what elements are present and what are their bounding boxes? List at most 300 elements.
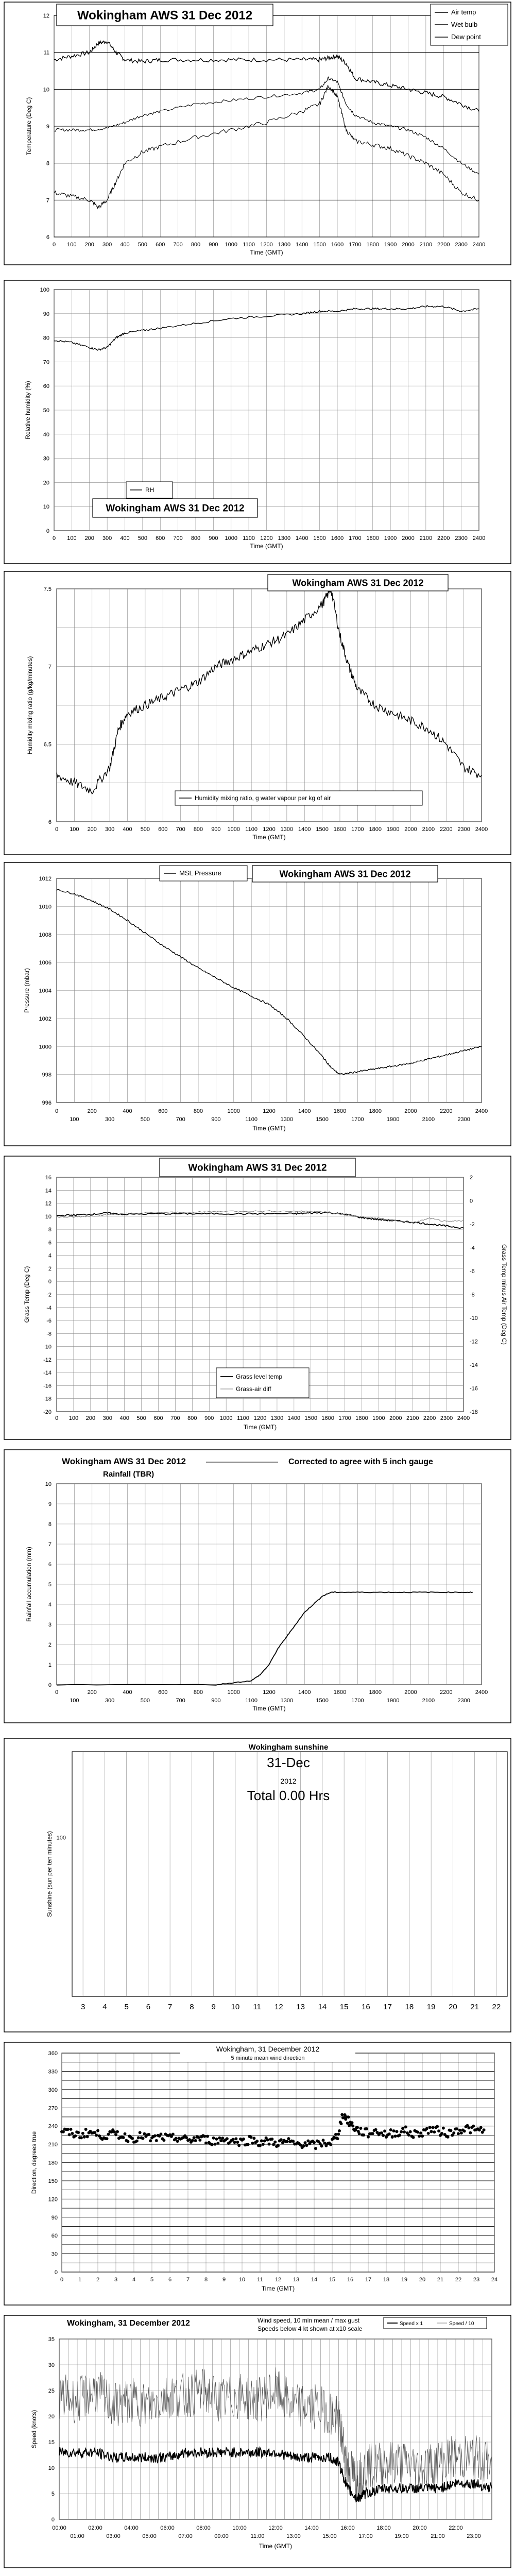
direction-point (418, 2134, 421, 2138)
grass-temp-chart (0, 1154, 515, 1443)
direction-point (259, 2144, 262, 2147)
x-tick-label: 10 (238, 2277, 246, 2283)
x-tick-label: 12 (274, 2003, 283, 2011)
direction-point (458, 2129, 461, 2132)
x-tick-label: 16 (347, 2277, 354, 2283)
x-tick-label: 13 (293, 2277, 300, 2283)
y-tick-label: 35 (48, 2336, 55, 2343)
direction-point (147, 2133, 150, 2136)
x-tick-label: 03:00 (106, 2533, 121, 2539)
x-axis-label: Time (GMT) (250, 249, 283, 256)
y-tick-label: 0 (48, 1279, 52, 1285)
x-tick-label: 11:00 (250, 2533, 265, 2539)
direction-point (84, 2128, 88, 2131)
x-tick-label: 1900 (386, 1698, 400, 1704)
y-tick-label: -6 (46, 1318, 52, 1325)
y-tick-label: 10 (43, 87, 49, 93)
chart-title: Wokingham AWS 31 Dec 2012 (106, 503, 245, 514)
chart-title: Wokingham AWS 31 Dec 2012 (292, 578, 424, 588)
direction-point (203, 2135, 206, 2138)
y-tick-label: 330 (48, 2069, 58, 2075)
y2-tick-label: -10 (470, 1315, 478, 1321)
direction-point (280, 2138, 283, 2141)
x-tick-label: 1600 (333, 826, 347, 833)
x-tick-label: 21:00 (431, 2533, 445, 2539)
x-tick-label: 1200 (260, 242, 273, 248)
direction-point (262, 2143, 265, 2146)
x-tick-label: 2100 (406, 1415, 419, 1421)
y-tick-label: 100 (40, 287, 49, 293)
wind-direction-chart-panel (0, 2040, 515, 2308)
direction-point (358, 2132, 361, 2136)
y-tick-label: -14 (43, 1370, 52, 1377)
y-tick-label: -12 (43, 1357, 52, 1363)
y-tick-label: 10 (45, 1213, 52, 1220)
direction-point (143, 2132, 146, 2136)
x-axis-label: Time (GMT) (252, 1705, 286, 1712)
direction-point (340, 2113, 344, 2116)
y-tick-label: 80 (43, 335, 49, 342)
y-tick-label: 6 (48, 819, 52, 825)
direction-point (137, 2136, 140, 2139)
direction-point (255, 2140, 259, 2143)
direction-point (291, 2140, 295, 2143)
direction-point (234, 2137, 237, 2140)
y-tick-label: 60 (51, 2233, 58, 2240)
direction-point (419, 2131, 422, 2134)
x-tick-label: 700 (173, 242, 183, 248)
mixing-ratio-chart-panel (0, 569, 515, 858)
direction-point (394, 2134, 397, 2138)
direction-point (383, 2129, 386, 2132)
direction-point (135, 2140, 139, 2143)
x-tick-label: 400 (120, 535, 130, 541)
x-tick-label: 0 (55, 826, 59, 833)
x-tick-label: 06:00 (160, 2525, 175, 2531)
direction-point (232, 2138, 235, 2141)
x-tick-label: 20 (449, 2003, 457, 2011)
x-tick-label: 23 (473, 2277, 480, 2283)
x-tick-label: 05:00 (142, 2533, 157, 2539)
direction-point (437, 2129, 440, 2132)
x-tick-label: 0 (55, 1108, 59, 1114)
y-tick-label: 4 (48, 1602, 52, 1608)
direction-point (171, 2133, 175, 2136)
y-tick-label: 1006 (39, 960, 52, 967)
x-tick-label: 100 (67, 242, 77, 248)
x-tick-label: 2100 (422, 1698, 435, 1704)
direction-point (206, 2135, 209, 2138)
direction-point (62, 2130, 65, 2133)
x-tick-label: 2200 (437, 242, 450, 248)
direction-point (242, 2138, 245, 2141)
y2-tick-label: -8 (470, 1292, 475, 1298)
direction-point (447, 2136, 450, 2139)
x-tick-label: 400 (123, 1108, 132, 1114)
y-axis-label: Relative humidity (%) (24, 381, 31, 439)
x-tick-label: 0 (55, 1689, 59, 1696)
x-tick-label: 600 (153, 1415, 163, 1421)
x-tick-label: 8 (190, 2003, 194, 2011)
legend-label: RH (145, 486, 154, 494)
direction-point (268, 2143, 271, 2146)
y-tick-label: 90 (51, 2214, 58, 2221)
x-axis-label: Time (GMT) (250, 543, 283, 550)
x-tick-label: 6 (168, 2277, 172, 2283)
x-tick-label: 1100 (237, 1415, 249, 1421)
y-axis-label: Temperature (Deg C) (25, 97, 32, 156)
y-tick-label: 3 (48, 1622, 52, 1628)
x-tick-label: 400 (123, 1689, 132, 1696)
sunshine-chart (0, 1736, 515, 2035)
x-tick-label: 100 (70, 826, 79, 833)
x-tick-label: 1900 (384, 242, 397, 248)
direction-point (80, 2136, 83, 2139)
wind-speed-chart-panel (0, 2313, 515, 2571)
direction-point (193, 2136, 196, 2139)
x-tick-label: 500 (140, 826, 150, 833)
x-tick-label: 1200 (263, 826, 276, 833)
direction-point (400, 2130, 403, 2133)
pressure-chart (0, 860, 515, 1149)
chart-subtitle: Wind speed, 10 min mean / max gust (258, 2317, 360, 2324)
y-tick-label: 1012 (39, 876, 52, 882)
x-tick-label: 2000 (402, 242, 415, 248)
x-tick-label: 1900 (386, 826, 400, 833)
direction-point (86, 2135, 89, 2138)
direction-point (211, 2143, 214, 2146)
x-tick-label: 700 (176, 1698, 185, 1704)
direction-point (218, 2137, 221, 2140)
y-tick-label: 1002 (39, 1015, 52, 1022)
y-tick-label: 16 (45, 1175, 52, 1181)
x-tick-label: 15 (329, 2277, 336, 2283)
direction-point (401, 2127, 404, 2130)
direction-point (162, 2139, 165, 2142)
x-tick-label: 800 (191, 535, 201, 541)
direction-point (320, 2145, 323, 2148)
y2-tick-label: 0 (470, 1198, 473, 1205)
x-tick-label: 19 (426, 2003, 436, 2011)
x-tick-label: 1500 (313, 535, 326, 541)
y-tick-label: -4 (46, 1304, 52, 1311)
x-tick-label: 500 (138, 535, 148, 541)
direction-point (391, 2136, 394, 2139)
direction-point (428, 2126, 432, 2129)
x-axis-label: Time (GMT) (252, 834, 286, 841)
chart-title: Wokingham AWS 31 Dec 2012 (77, 8, 253, 23)
x-tick-label: 20 (419, 2277, 426, 2283)
x-tick-label: 1000 (225, 535, 237, 541)
x-tick-label: 23:00 (467, 2533, 481, 2539)
x-tick-label: 2400 (472, 535, 486, 541)
y-tick-label: 12 (45, 1200, 52, 1207)
y-tick-label: 0 (54, 2269, 58, 2276)
y-tick-label: 7 (48, 1541, 52, 1548)
x-tick-label: 01:00 (70, 2533, 84, 2539)
x-tick-label: 100 (68, 1415, 79, 1421)
direction-point (149, 2139, 152, 2142)
x-tick-label: 2100 (419, 535, 433, 541)
x-tick-label: 400 (123, 826, 132, 833)
x-tick-label: 200 (87, 1108, 97, 1114)
chart-date: 31-Dec (267, 1755, 310, 1770)
mixing-ratio-chart (0, 569, 515, 858)
direction-point (116, 2130, 119, 2133)
x-tick-label: 17:00 (358, 2533, 373, 2539)
y-tick-label: 25 (48, 2388, 55, 2394)
y-tick-label: 2 (48, 1265, 52, 1272)
x-tick-label: 300 (102, 242, 112, 248)
x-tick-label: 2100 (422, 1116, 435, 1123)
direction-point (106, 2137, 109, 2140)
y-tick-label: 270 (48, 2105, 58, 2112)
direction-point (449, 2129, 452, 2132)
y-tick-label: 1 (48, 1662, 52, 1668)
direction-point (251, 2142, 254, 2145)
x-tick-label: 1000 (227, 1108, 240, 1114)
direction-point (204, 2142, 208, 2145)
direction-point (436, 2125, 439, 2128)
direction-point (198, 2139, 201, 2142)
direction-point (365, 2127, 368, 2130)
direction-point (412, 2136, 415, 2139)
y-axis-label: Grass Temp (Deg C) (23, 1266, 30, 1323)
x-tick-label: 1700 (351, 1116, 364, 1123)
x-tick-label: 1200 (260, 535, 273, 541)
x-tick-label: 9 (211, 2003, 216, 2011)
x-tick-label: 07:00 (178, 2533, 193, 2539)
x-tick-label: 1600 (333, 1689, 347, 1696)
direction-point (305, 2144, 308, 2147)
x-tick-label: 0 (52, 242, 56, 248)
rainfall-chart (0, 1448, 515, 1726)
y-tick-label: 1004 (39, 988, 52, 994)
direction-point (351, 2121, 354, 2124)
x-tick-label: 1900 (384, 535, 397, 541)
x-tick-label: 600 (158, 826, 168, 833)
x-tick-label: 14 (318, 2003, 327, 2011)
y-tick-label: 5 (48, 1582, 52, 1588)
y-axis-label: Humidity mixing ratio (g/kg/minutes) (26, 656, 33, 755)
x-tick-label: 2200 (437, 535, 450, 541)
direction-point (455, 2127, 458, 2130)
direction-point (96, 2129, 99, 2132)
y-tick-label: 2 (48, 1642, 52, 1648)
x-tick-label: 17 (365, 2277, 372, 2283)
x-tick-label: 2100 (419, 242, 433, 248)
direction-point (389, 2128, 392, 2131)
x-tick-label: 1100 (245, 1116, 258, 1123)
y-tick-label: -10 (43, 1344, 52, 1350)
direction-point (233, 2141, 236, 2144)
direction-point (313, 2141, 316, 2144)
direction-point (266, 2138, 269, 2141)
x-tick-label: 2300 (455, 535, 468, 541)
direction-point (323, 2142, 326, 2145)
temperature-chart (0, 0, 515, 268)
x-tick-label: 5 (150, 2277, 154, 2283)
wind-direction-chart (0, 2040, 515, 2308)
direction-point (286, 2140, 289, 2143)
x-tick-label: 2300 (457, 1698, 470, 1704)
direction-point (122, 2136, 125, 2139)
chart-subtitle: 5 minute mean wind direction (231, 2055, 305, 2061)
x-tick-label: 2200 (440, 826, 453, 833)
y-tick-label: 10 (45, 1481, 52, 1487)
direction-point (176, 2140, 179, 2143)
direction-point (346, 2122, 349, 2125)
x-tick-label: 900 (211, 826, 221, 833)
y-tick-label: 4 (48, 1252, 52, 1259)
x-tick-label: 04:00 (124, 2525, 139, 2531)
x-tick-label: 2200 (440, 1108, 453, 1114)
direction-point (336, 2137, 339, 2140)
x-tick-label: 18 (405, 2003, 414, 2011)
y-tick-label: -18 (43, 1396, 52, 1402)
x-tick-label: 2300 (440, 1415, 453, 1421)
temperature-chart-panel (0, 0, 515, 268)
x-tick-label: 21 (470, 2003, 479, 2011)
y-tick-label: 70 (43, 359, 49, 366)
y-tick-label: 12 (43, 13, 49, 19)
y-tick-label: 20 (43, 480, 49, 486)
direction-point (155, 2139, 158, 2142)
x-tick-label: 300 (105, 826, 115, 833)
x-tick-label: 1400 (287, 1415, 301, 1421)
humidity-chart-panel (0, 278, 515, 567)
y-tick-label: 1010 (39, 904, 52, 910)
y-tick-label: 0 (46, 528, 49, 534)
x-tick-label: 3 (114, 2277, 118, 2283)
direction-point (430, 2130, 433, 2133)
x-tick-label: 22 (455, 2277, 462, 2283)
direction-point (270, 2138, 273, 2141)
x-tick-label: 2000 (404, 826, 417, 833)
x-tick-label: 22 (492, 2003, 501, 2011)
x-tick-label: 10 (231, 2003, 240, 2011)
direction-point (263, 2140, 266, 2143)
direction-point (114, 2133, 117, 2136)
x-axis-label: Time (GMT) (252, 1125, 286, 1132)
x-tick-label: 600 (156, 242, 165, 248)
x-tick-label: 2200 (440, 1689, 453, 1696)
sunshine-chart-panel (0, 1736, 515, 2035)
y-tick-label: -2 (46, 1292, 52, 1298)
y-axis-label: Direction, degrees true (30, 2131, 38, 2194)
x-tick-label: 500 (140, 1698, 150, 1704)
direction-point (68, 2133, 71, 2136)
y-tick-label: 6 (48, 1562, 52, 1568)
y-tick-label: 10 (43, 504, 49, 511)
y-tick-label: 6.5 (43, 741, 52, 748)
x-tick-label: 1100 (245, 1698, 258, 1704)
x-tick-label: 1800 (366, 242, 379, 248)
direction-point (126, 2140, 129, 2143)
y2-tick-label: -4 (470, 1245, 475, 1251)
x-tick-label: 15:00 (322, 2533, 337, 2539)
x-tick-label: 2400 (457, 1415, 470, 1421)
x-tick-label: 2 (96, 2277, 100, 2283)
y-tick-label: 150 (48, 2178, 58, 2184)
y-tick-label: 40 (43, 431, 49, 438)
wind-speed-chart (0, 2313, 515, 2571)
x-tick-label: 900 (209, 535, 218, 541)
direction-point (322, 2139, 325, 2142)
direction-point (329, 2143, 332, 2146)
x-tick-label: 300 (105, 1698, 115, 1704)
x-tick-label: 400 (120, 242, 130, 248)
x-tick-label: 1500 (316, 826, 329, 833)
direction-point (483, 2128, 486, 2131)
x-tick-label: 200 (87, 1689, 97, 1696)
direction-point (479, 2126, 483, 2129)
y-tick-label: -8 (46, 1331, 52, 1337)
x-tick-label: 1300 (278, 535, 291, 541)
y-tick-label: 7.5 (43, 586, 52, 592)
y-tick-label: 300 (48, 2087, 58, 2093)
x-tick-label: 1000 (227, 1689, 240, 1696)
x-tick-label: 1100 (243, 242, 255, 248)
chart-note: Speeds below 4 kt shown at x10 scale (258, 2325, 363, 2332)
y-tick-label: 100 (56, 1835, 66, 1841)
y-axis-label: Sunshine (sun per ten minutes) (46, 1831, 53, 1917)
y-tick-label: 6 (48, 1240, 52, 1246)
direction-point (442, 2127, 445, 2130)
direction-point (226, 2137, 229, 2140)
x-tick-label: 0 (60, 2277, 64, 2283)
y-tick-label: 5 (51, 2491, 55, 2497)
y2-tick-label: 2 (470, 1175, 473, 1181)
pressure-chart-panel (0, 860, 515, 1149)
direction-point (431, 2126, 434, 2129)
direction-point (469, 2131, 472, 2134)
direction-point (457, 2132, 460, 2136)
y-tick-label: 998 (42, 1072, 52, 1078)
direction-point (427, 2132, 430, 2135)
legend-label: MSL Pressure (179, 869, 221, 877)
y-tick-label: 7 (48, 664, 52, 670)
x-tick-label: 900 (209, 242, 218, 248)
x-tick-label: 16:00 (340, 2525, 355, 2531)
x-tick-label: 2200 (423, 1415, 436, 1421)
x-tick-label: 1 (78, 2277, 82, 2283)
x-tick-label: 800 (193, 1689, 203, 1696)
legend-label: Dew point (451, 33, 481, 41)
direction-point (93, 2131, 96, 2134)
x-tick-label: 14 (311, 2277, 318, 2283)
direction-point (382, 2134, 385, 2137)
x-tick-label: 1200 (263, 1108, 276, 1114)
chart-subtitle: Rainfall (TBR) (103, 1470, 154, 1479)
chart-title: Wokingham AWS 31 Dec 2012 (188, 1162, 327, 1174)
direction-point (367, 2136, 370, 2139)
y-tick-label: 210 (48, 2142, 58, 2148)
legend-label: Speed x 1 (400, 2321, 423, 2327)
x-tick-label: 1700 (351, 826, 364, 833)
direction-point (247, 2143, 250, 2146)
direction-point (374, 2128, 377, 2131)
x-tick-label: 02:00 (88, 2525, 102, 2531)
direction-point (71, 2132, 74, 2135)
direction-point (404, 2125, 407, 2128)
x-tick-label: 700 (170, 1415, 180, 1421)
direction-point (302, 2144, 305, 2147)
x-tick-label: 700 (176, 826, 185, 833)
direction-point (452, 2131, 455, 2134)
legend-label: Air temp (451, 8, 476, 16)
x-tick-label: 100 (67, 535, 77, 541)
